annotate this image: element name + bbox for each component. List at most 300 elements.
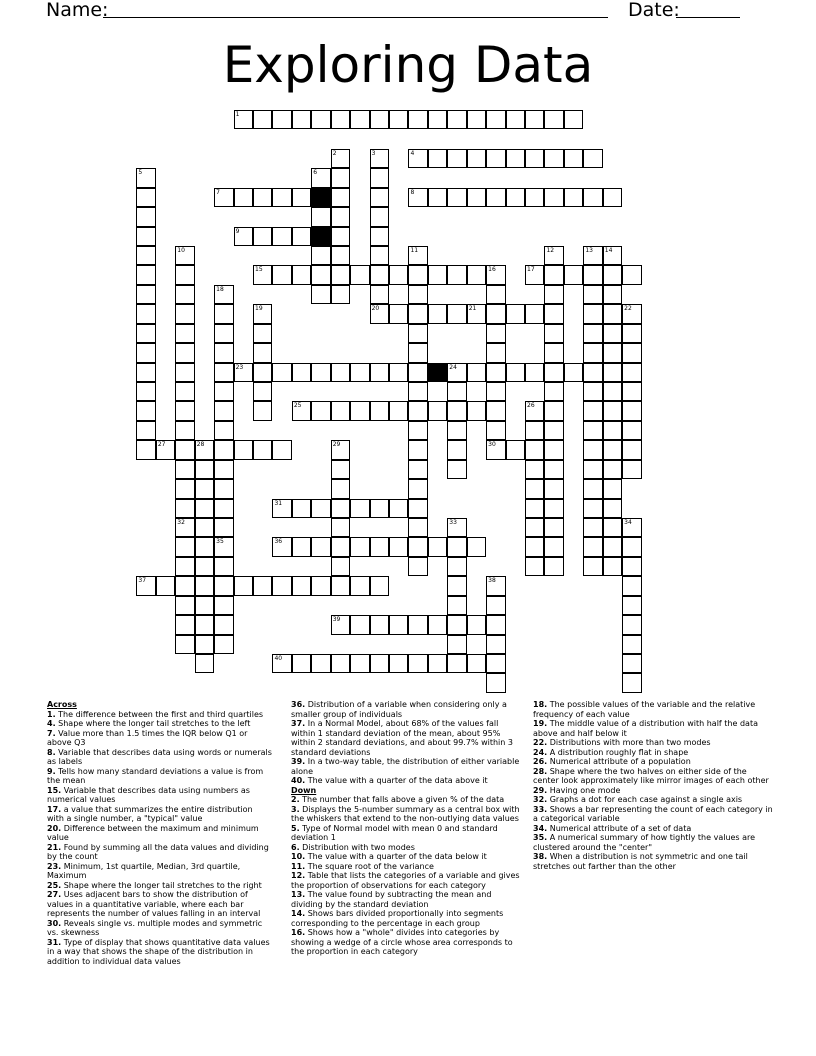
grid-cell[interactable] bbox=[311, 363, 330, 382]
grid-cell[interactable] bbox=[583, 460, 602, 479]
grid-cell[interactable] bbox=[136, 363, 155, 382]
grid-cell[interactable] bbox=[214, 635, 233, 654]
grid-cell[interactable] bbox=[292, 401, 311, 420]
grid-cell[interactable] bbox=[506, 149, 525, 168]
grid-cell[interactable] bbox=[311, 576, 330, 595]
grid-cell[interactable] bbox=[214, 596, 233, 615]
grid-cell[interactable] bbox=[136, 246, 155, 265]
grid-cell[interactable] bbox=[428, 615, 447, 634]
grid-cell[interactable] bbox=[486, 615, 505, 634]
grid-cell[interactable] bbox=[544, 479, 563, 498]
grid-cell[interactable] bbox=[408, 401, 427, 420]
grid-cell[interactable] bbox=[506, 110, 525, 129]
grid-cell[interactable] bbox=[583, 149, 602, 168]
grid-cell[interactable] bbox=[486, 149, 505, 168]
grid-cell[interactable] bbox=[506, 440, 525, 459]
grid-cell[interactable] bbox=[447, 401, 466, 420]
grid-cell[interactable] bbox=[583, 265, 602, 284]
grid-cell[interactable] bbox=[564, 265, 583, 284]
grid-cell[interactable] bbox=[195, 440, 214, 459]
grid-cell[interactable] bbox=[467, 188, 486, 207]
grid-cell[interactable] bbox=[292, 110, 311, 129]
grid-cell[interactable] bbox=[175, 499, 194, 518]
grid-cell[interactable] bbox=[214, 324, 233, 343]
grid-cell[interactable] bbox=[136, 265, 155, 284]
grid-cell[interactable] bbox=[467, 265, 486, 284]
grid-cell[interactable] bbox=[370, 615, 389, 634]
grid-cell[interactable] bbox=[272, 363, 291, 382]
grid-cell[interactable] bbox=[214, 479, 233, 498]
grid-cell[interactable] bbox=[272, 440, 291, 459]
grid-cell[interactable] bbox=[467, 537, 486, 556]
grid-cell[interactable] bbox=[408, 537, 427, 556]
grid-cell[interactable] bbox=[214, 401, 233, 420]
grid-cell[interactable] bbox=[389, 499, 408, 518]
grid-cell[interactable] bbox=[447, 440, 466, 459]
grid-cell[interactable] bbox=[331, 227, 350, 246]
grid-cell[interactable] bbox=[544, 537, 563, 556]
grid-cell[interactable] bbox=[583, 285, 602, 304]
grid-cell[interactable] bbox=[447, 265, 466, 284]
grid-cell[interactable] bbox=[525, 265, 544, 284]
grid-cell[interactable] bbox=[408, 246, 427, 265]
grid-cell[interactable] bbox=[136, 343, 155, 362]
grid-cell[interactable] bbox=[467, 149, 486, 168]
grid-cell[interactable] bbox=[331, 537, 350, 556]
grid-cell[interactable] bbox=[331, 207, 350, 226]
grid-cell[interactable] bbox=[331, 440, 350, 459]
grid-cell[interactable] bbox=[544, 343, 563, 362]
grid-cell[interactable] bbox=[467, 654, 486, 673]
grid-cell[interactable] bbox=[175, 635, 194, 654]
grid-cell[interactable] bbox=[253, 324, 272, 343]
grid-cell[interactable] bbox=[506, 188, 525, 207]
grid-cell[interactable] bbox=[311, 110, 330, 129]
grid-cell[interactable] bbox=[214, 304, 233, 323]
grid-cell[interactable] bbox=[136, 576, 155, 595]
grid-cell[interactable] bbox=[525, 110, 544, 129]
grid-cell[interactable] bbox=[253, 110, 272, 129]
grid-cell[interactable] bbox=[408, 654, 427, 673]
grid-cell[interactable] bbox=[175, 285, 194, 304]
grid-cell[interactable] bbox=[389, 615, 408, 634]
grid-cell[interactable] bbox=[311, 168, 330, 187]
grid-cell[interactable] bbox=[331, 110, 350, 129]
grid-cell[interactable] bbox=[370, 304, 389, 323]
grid-cell[interactable] bbox=[583, 363, 602, 382]
grid-cell[interactable] bbox=[389, 401, 408, 420]
grid-cell[interactable] bbox=[253, 382, 272, 401]
grid-cell[interactable] bbox=[603, 460, 622, 479]
grid-cell[interactable] bbox=[486, 635, 505, 654]
grid-cell[interactable] bbox=[583, 557, 602, 576]
grid-cell[interactable] bbox=[214, 285, 233, 304]
grid-cell[interactable] bbox=[408, 343, 427, 362]
grid-cell[interactable] bbox=[603, 537, 622, 556]
grid-cell[interactable] bbox=[583, 440, 602, 459]
grid-cell[interactable] bbox=[175, 343, 194, 362]
grid-cell[interactable] bbox=[214, 576, 233, 595]
grid-cell[interactable] bbox=[370, 576, 389, 595]
grid-cell[interactable] bbox=[234, 188, 253, 207]
grid-cell[interactable] bbox=[350, 615, 369, 634]
grid-cell[interactable] bbox=[486, 265, 505, 284]
grid-cell[interactable] bbox=[467, 401, 486, 420]
grid-cell[interactable] bbox=[447, 518, 466, 537]
grid-cell[interactable] bbox=[408, 440, 427, 459]
grid-cell[interactable] bbox=[544, 324, 563, 343]
grid-cell[interactable] bbox=[389, 363, 408, 382]
grid-cell[interactable] bbox=[350, 654, 369, 673]
grid-cell[interactable] bbox=[622, 596, 641, 615]
grid-cell[interactable] bbox=[525, 421, 544, 440]
grid-cell[interactable] bbox=[292, 265, 311, 284]
grid-cell[interactable] bbox=[292, 499, 311, 518]
grid-cell[interactable] bbox=[350, 265, 369, 284]
grid-cell[interactable] bbox=[175, 479, 194, 498]
date-field[interactable] bbox=[676, 17, 740, 18]
grid-cell[interactable] bbox=[583, 401, 602, 420]
grid-cell[interactable] bbox=[272, 499, 291, 518]
grid-cell[interactable] bbox=[486, 188, 505, 207]
grid-cell[interactable] bbox=[331, 615, 350, 634]
grid-cell[interactable] bbox=[564, 110, 583, 129]
grid-cell[interactable] bbox=[486, 324, 505, 343]
grid-cell[interactable] bbox=[583, 304, 602, 323]
grid-cell[interactable] bbox=[214, 421, 233, 440]
grid-cell[interactable] bbox=[136, 401, 155, 420]
grid-cell[interactable] bbox=[603, 285, 622, 304]
grid-cell[interactable] bbox=[311, 246, 330, 265]
grid-cell[interactable] bbox=[331, 518, 350, 537]
grid-cell[interactable] bbox=[370, 149, 389, 168]
grid-cell[interactable] bbox=[583, 246, 602, 265]
grid-cell[interactable] bbox=[214, 518, 233, 537]
grid-cell[interactable] bbox=[544, 518, 563, 537]
grid-cell[interactable] bbox=[544, 149, 563, 168]
grid-cell[interactable] bbox=[583, 479, 602, 498]
grid-cell[interactable] bbox=[408, 421, 427, 440]
grid-cell[interactable] bbox=[622, 635, 641, 654]
grid-cell[interactable] bbox=[428, 304, 447, 323]
grid-cell[interactable] bbox=[447, 537, 466, 556]
grid-cell[interactable] bbox=[214, 615, 233, 634]
grid-cell[interactable] bbox=[234, 440, 253, 459]
grid-cell[interactable] bbox=[175, 363, 194, 382]
grid-cell[interactable] bbox=[603, 304, 622, 323]
grid-cell[interactable] bbox=[564, 363, 583, 382]
grid-cell[interactable] bbox=[603, 363, 622, 382]
grid-cell[interactable] bbox=[486, 654, 505, 673]
grid-cell[interactable] bbox=[370, 265, 389, 284]
grid-cell[interactable] bbox=[175, 537, 194, 556]
grid-cell[interactable] bbox=[408, 557, 427, 576]
grid-cell[interactable] bbox=[370, 207, 389, 226]
grid-cell[interactable] bbox=[331, 168, 350, 187]
grid-cell[interactable] bbox=[214, 363, 233, 382]
grid-cell[interactable] bbox=[234, 110, 253, 129]
grid-cell[interactable] bbox=[214, 499, 233, 518]
grid-cell[interactable] bbox=[622, 343, 641, 362]
grid-cell[interactable] bbox=[408, 149, 427, 168]
grid-cell[interactable] bbox=[467, 363, 486, 382]
grid-cell[interactable] bbox=[622, 304, 641, 323]
grid-cell[interactable] bbox=[544, 285, 563, 304]
grid-cell[interactable] bbox=[272, 110, 291, 129]
grid-cell[interactable] bbox=[389, 304, 408, 323]
grid-cell[interactable] bbox=[331, 479, 350, 498]
grid-cell[interactable] bbox=[447, 460, 466, 479]
grid-cell[interactable] bbox=[272, 537, 291, 556]
grid-cell[interactable] bbox=[622, 421, 641, 440]
grid-cell[interactable] bbox=[583, 499, 602, 518]
grid-cell[interactable] bbox=[622, 654, 641, 673]
grid-cell[interactable] bbox=[447, 576, 466, 595]
grid-cell[interactable] bbox=[544, 401, 563, 420]
grid-cell[interactable] bbox=[311, 499, 330, 518]
grid-cell[interactable] bbox=[331, 363, 350, 382]
grid-cell[interactable] bbox=[136, 421, 155, 440]
grid-cell[interactable] bbox=[583, 343, 602, 362]
grid-cell[interactable] bbox=[175, 265, 194, 284]
grid-cell[interactable] bbox=[253, 188, 272, 207]
grid-cell[interactable] bbox=[389, 654, 408, 673]
grid-cell[interactable] bbox=[447, 382, 466, 401]
grid-cell[interactable] bbox=[175, 440, 194, 459]
grid-cell[interactable] bbox=[156, 440, 175, 459]
grid-cell[interactable] bbox=[195, 557, 214, 576]
grid-cell[interactable] bbox=[603, 421, 622, 440]
grid-cell[interactable] bbox=[389, 110, 408, 129]
grid-cell[interactable] bbox=[311, 401, 330, 420]
grid-cell[interactable] bbox=[272, 654, 291, 673]
grid-cell[interactable] bbox=[311, 654, 330, 673]
grid-cell[interactable] bbox=[525, 188, 544, 207]
grid-cell[interactable] bbox=[234, 576, 253, 595]
grid-cell[interactable] bbox=[370, 285, 389, 304]
grid-cell[interactable] bbox=[195, 635, 214, 654]
grid-cell[interactable] bbox=[331, 576, 350, 595]
grid-cell[interactable] bbox=[331, 246, 350, 265]
grid-cell[interactable] bbox=[622, 518, 641, 537]
grid-cell[interactable] bbox=[370, 654, 389, 673]
grid-cell[interactable] bbox=[175, 576, 194, 595]
grid-cell[interactable] bbox=[272, 265, 291, 284]
grid-cell[interactable] bbox=[486, 576, 505, 595]
grid-cell[interactable] bbox=[408, 110, 427, 129]
grid-cell[interactable] bbox=[486, 440, 505, 459]
grid-cell[interactable] bbox=[622, 363, 641, 382]
grid-cell[interactable] bbox=[253, 576, 272, 595]
grid-cell[interactable] bbox=[525, 460, 544, 479]
name-field[interactable] bbox=[103, 17, 608, 18]
grid-cell[interactable] bbox=[583, 421, 602, 440]
grid-cell[interactable] bbox=[544, 265, 563, 284]
grid-cell[interactable] bbox=[447, 363, 466, 382]
grid-cell[interactable] bbox=[214, 343, 233, 362]
grid-cell[interactable] bbox=[544, 363, 563, 382]
grid-cell[interactable] bbox=[331, 654, 350, 673]
grid-cell[interactable] bbox=[486, 401, 505, 420]
grid-cell[interactable] bbox=[408, 499, 427, 518]
grid-cell[interactable] bbox=[408, 304, 427, 323]
grid-cell[interactable] bbox=[603, 499, 622, 518]
grid-cell[interactable] bbox=[428, 401, 447, 420]
grid-cell[interactable] bbox=[175, 557, 194, 576]
grid-cell[interactable] bbox=[370, 499, 389, 518]
grid-cell[interactable] bbox=[622, 382, 641, 401]
grid-cell[interactable] bbox=[331, 265, 350, 284]
grid-cell[interactable] bbox=[136, 188, 155, 207]
grid-cell[interactable] bbox=[544, 557, 563, 576]
grid-cell[interactable] bbox=[447, 635, 466, 654]
grid-cell[interactable] bbox=[136, 168, 155, 187]
grid-cell[interactable] bbox=[331, 285, 350, 304]
grid-cell[interactable] bbox=[544, 304, 563, 323]
grid-cell[interactable] bbox=[253, 343, 272, 362]
grid-cell[interactable] bbox=[408, 265, 427, 284]
grid-cell[interactable] bbox=[622, 440, 641, 459]
grid-cell[interactable] bbox=[156, 576, 175, 595]
grid-cell[interactable] bbox=[408, 518, 427, 537]
grid-cell[interactable] bbox=[622, 401, 641, 420]
grid-cell[interactable] bbox=[370, 227, 389, 246]
grid-cell[interactable] bbox=[195, 479, 214, 498]
grid-cell[interactable] bbox=[544, 246, 563, 265]
grid-cell[interactable] bbox=[447, 615, 466, 634]
grid-cell[interactable] bbox=[311, 265, 330, 284]
grid-cell[interactable] bbox=[292, 576, 311, 595]
grid-cell[interactable] bbox=[370, 110, 389, 129]
grid-cell[interactable] bbox=[447, 596, 466, 615]
grid-cell[interactable] bbox=[447, 654, 466, 673]
grid-cell[interactable] bbox=[622, 265, 641, 284]
grid-cell[interactable] bbox=[195, 518, 214, 537]
grid-cell[interactable] bbox=[175, 324, 194, 343]
grid-cell[interactable] bbox=[311, 537, 330, 556]
grid-cell[interactable] bbox=[603, 518, 622, 537]
grid-cell[interactable] bbox=[544, 188, 563, 207]
grid-cell[interactable] bbox=[408, 479, 427, 498]
grid-cell[interactable] bbox=[370, 537, 389, 556]
grid-cell[interactable] bbox=[195, 654, 214, 673]
grid-cell[interactable] bbox=[447, 421, 466, 440]
grid-cell[interactable] bbox=[408, 285, 427, 304]
grid-cell[interactable] bbox=[603, 440, 622, 459]
grid-cell[interactable] bbox=[525, 440, 544, 459]
grid-cell[interactable] bbox=[622, 615, 641, 634]
grid-cell[interactable] bbox=[467, 304, 486, 323]
grid-cell[interactable] bbox=[428, 265, 447, 284]
grid-cell[interactable] bbox=[622, 673, 641, 692]
grid-cell[interactable] bbox=[544, 421, 563, 440]
grid-cell[interactable] bbox=[603, 188, 622, 207]
grid-cell[interactable] bbox=[350, 401, 369, 420]
grid-cell[interactable] bbox=[253, 304, 272, 323]
grid-cell[interactable] bbox=[486, 285, 505, 304]
grid-cell[interactable] bbox=[467, 615, 486, 634]
grid-cell[interactable] bbox=[214, 382, 233, 401]
grid-cell[interactable] bbox=[525, 537, 544, 556]
grid-cell[interactable] bbox=[136, 207, 155, 226]
grid-cell[interactable] bbox=[175, 518, 194, 537]
grid-cell[interactable] bbox=[544, 460, 563, 479]
grid-cell[interactable] bbox=[350, 499, 369, 518]
grid-cell[interactable] bbox=[428, 110, 447, 129]
grid-cell[interactable] bbox=[272, 227, 291, 246]
grid-cell[interactable] bbox=[622, 537, 641, 556]
grid-cell[interactable] bbox=[603, 401, 622, 420]
grid-cell[interactable] bbox=[136, 324, 155, 343]
grid-cell[interactable] bbox=[136, 227, 155, 246]
grid-cell[interactable] bbox=[175, 596, 194, 615]
grid-cell[interactable] bbox=[408, 363, 427, 382]
grid-cell[interactable] bbox=[331, 460, 350, 479]
grid-cell[interactable] bbox=[292, 188, 311, 207]
grid-cell[interactable] bbox=[486, 596, 505, 615]
grid-cell[interactable] bbox=[350, 110, 369, 129]
grid-cell[interactable] bbox=[583, 537, 602, 556]
grid-cell[interactable] bbox=[234, 363, 253, 382]
grid-cell[interactable] bbox=[136, 304, 155, 323]
grid-cell[interactable] bbox=[175, 460, 194, 479]
grid-cell[interactable] bbox=[272, 188, 291, 207]
grid-cell[interactable] bbox=[195, 460, 214, 479]
grid-cell[interactable] bbox=[408, 460, 427, 479]
grid-cell[interactable] bbox=[525, 499, 544, 518]
grid-cell[interactable] bbox=[370, 401, 389, 420]
grid-cell[interactable] bbox=[408, 324, 427, 343]
grid-cell[interactable] bbox=[175, 615, 194, 634]
grid-cell[interactable] bbox=[486, 363, 505, 382]
grid-cell[interactable] bbox=[253, 440, 272, 459]
grid-cell[interactable] bbox=[370, 188, 389, 207]
grid-cell[interactable] bbox=[486, 421, 505, 440]
grid-cell[interactable] bbox=[272, 576, 291, 595]
grid-cell[interactable] bbox=[292, 537, 311, 556]
grid-cell[interactable] bbox=[292, 363, 311, 382]
grid-cell[interactable] bbox=[175, 246, 194, 265]
grid-cell[interactable] bbox=[486, 304, 505, 323]
grid-cell[interactable] bbox=[603, 324, 622, 343]
grid-cell[interactable] bbox=[428, 537, 447, 556]
grid-cell[interactable] bbox=[253, 401, 272, 420]
grid-cell[interactable] bbox=[467, 110, 486, 129]
grid-cell[interactable] bbox=[253, 227, 272, 246]
grid-cell[interactable] bbox=[622, 460, 641, 479]
grid-cell[interactable] bbox=[136, 382, 155, 401]
grid-cell[interactable] bbox=[214, 188, 233, 207]
grid-cell[interactable] bbox=[525, 401, 544, 420]
grid-cell[interactable] bbox=[331, 557, 350, 576]
grid-cell[interactable] bbox=[350, 363, 369, 382]
grid-cell[interactable] bbox=[544, 440, 563, 459]
grid-cell[interactable] bbox=[331, 149, 350, 168]
grid-cell[interactable] bbox=[603, 382, 622, 401]
grid-cell[interactable] bbox=[525, 304, 544, 323]
grid-cell[interactable] bbox=[486, 343, 505, 362]
grid-cell[interactable] bbox=[525, 363, 544, 382]
grid-cell[interactable] bbox=[350, 576, 369, 595]
grid-cell[interactable] bbox=[525, 479, 544, 498]
grid-cell[interactable] bbox=[175, 382, 194, 401]
grid-cell[interactable] bbox=[583, 188, 602, 207]
grid-cell[interactable] bbox=[506, 304, 525, 323]
grid-cell[interactable] bbox=[389, 537, 408, 556]
grid-cell[interactable] bbox=[603, 343, 622, 362]
grid-cell[interactable] bbox=[603, 246, 622, 265]
grid-cell[interactable] bbox=[331, 401, 350, 420]
